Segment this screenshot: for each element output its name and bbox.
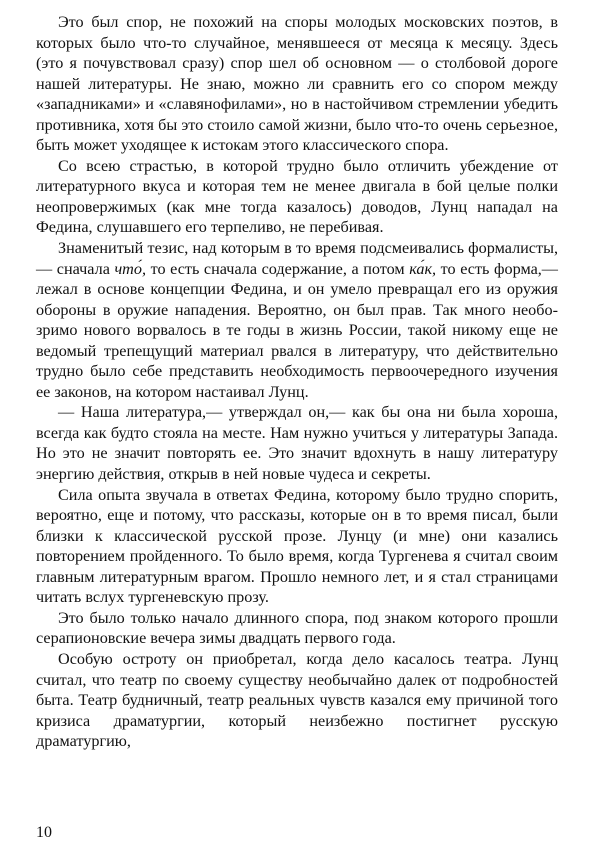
paragraph-text: Со всею страстью, в которой трудно было отличить убеждение от литературного вкуса и которая тем не менее двигала в бой целые полки неопровержимых (как мне тогда казалось) доводов, Лунц нападал на Федина, слушавшего его терпеливо, не перебивая.: [36, 156, 558, 237]
paragraph-5: [36, 485, 558, 608]
paragraph-1: [36, 12, 558, 156]
paragraph-text: то есть форма,— лежал в основе концепции Федина, и он умело превращал его из оружия обороны в оружие нападения. Вероятно, он был прав. Так много необозримо нового ворвалось в те годы в жизнь России, такой никому еще не ведомый трепещущий материал рвался в литературу, что действительно трудно было себе представить необходимость первоочередного изучения ее законов, на котором настаивал Лунц.: [36, 259, 558, 401]
page-number: 10: [36, 824, 52, 841]
paragraph-7: [36, 649, 558, 752]
paragraph-text: — Наша литература,— утверждал он,— как бы она ни была хороша, всегда как будто стояла на месте. Нам нужно учиться у литературы Запада. Но это не значит повторять ее. Это значит вдохнуть в нашу литературу энергию действия, открыв в ней новые чудеса и секреты.: [36, 403, 558, 484]
paragraph-text: Сила опыта звучала в ответах Федина, которому было трудно спорить, вероятно, еще и потому, что рассказы, которые он в то время писал, были близки к классической русской прозе. Лунцу (и мне) они казались повторением пройденного. То было время, когда Тургенева я считал своим главным литературным врагом. Прошло немного лет, и я стал страницами читать вслух тургеневскую прозу.: [36, 485, 558, 607]
page-body: [36, 12, 558, 752]
paragraph-4: [36, 402, 558, 484]
italic-word-what: что́,: [114, 259, 147, 278]
italic-word-how: ка́к,: [409, 259, 437, 278]
paragraph-text: Знаменитый тезис, над которым в то время подсмеивались формалисты,— сначала: [36, 239, 558, 278]
paragraph-text: то есть сначала содержание, а потом: [146, 259, 410, 278]
paragraph-text: Особую остроту он приобретал, когда дело касалось театра. Лунц считал, что театр по своему существу необычайно далек от подробностей быта. Театр будничный, театр реальных чувств казался ему причиной того кризиса драматургии, который неизбежно постигнет русскую драматургию,: [36, 649, 558, 751]
paragraph-6: [36, 608, 558, 649]
paragraph-2: [36, 156, 558, 238]
paragraph-text: Это было только начало длинного спора, под знаком которого прошли серапионовские вечера зимы двадцать первого года.: [36, 608, 558, 648]
paragraph-3: [36, 238, 558, 402]
paragraph-text: Это был спор, не похожий на споры молодых московских поэтов, в которых было что-то случайное, менявшееся от месяца к месяцу. Здесь (это я почувствовал сразу) спор шел об основном — о столбовой дороге нашей литературы. Не знаю, можно ли сравнить его со спором между «западниками» и «славянофилами», но в настойчивом стремлении убедить противника, хотя бы это стоило самой жизни, было что-то очень серьезное, быть может уходящее к истокам этого классического спора.: [36, 13, 558, 155]
